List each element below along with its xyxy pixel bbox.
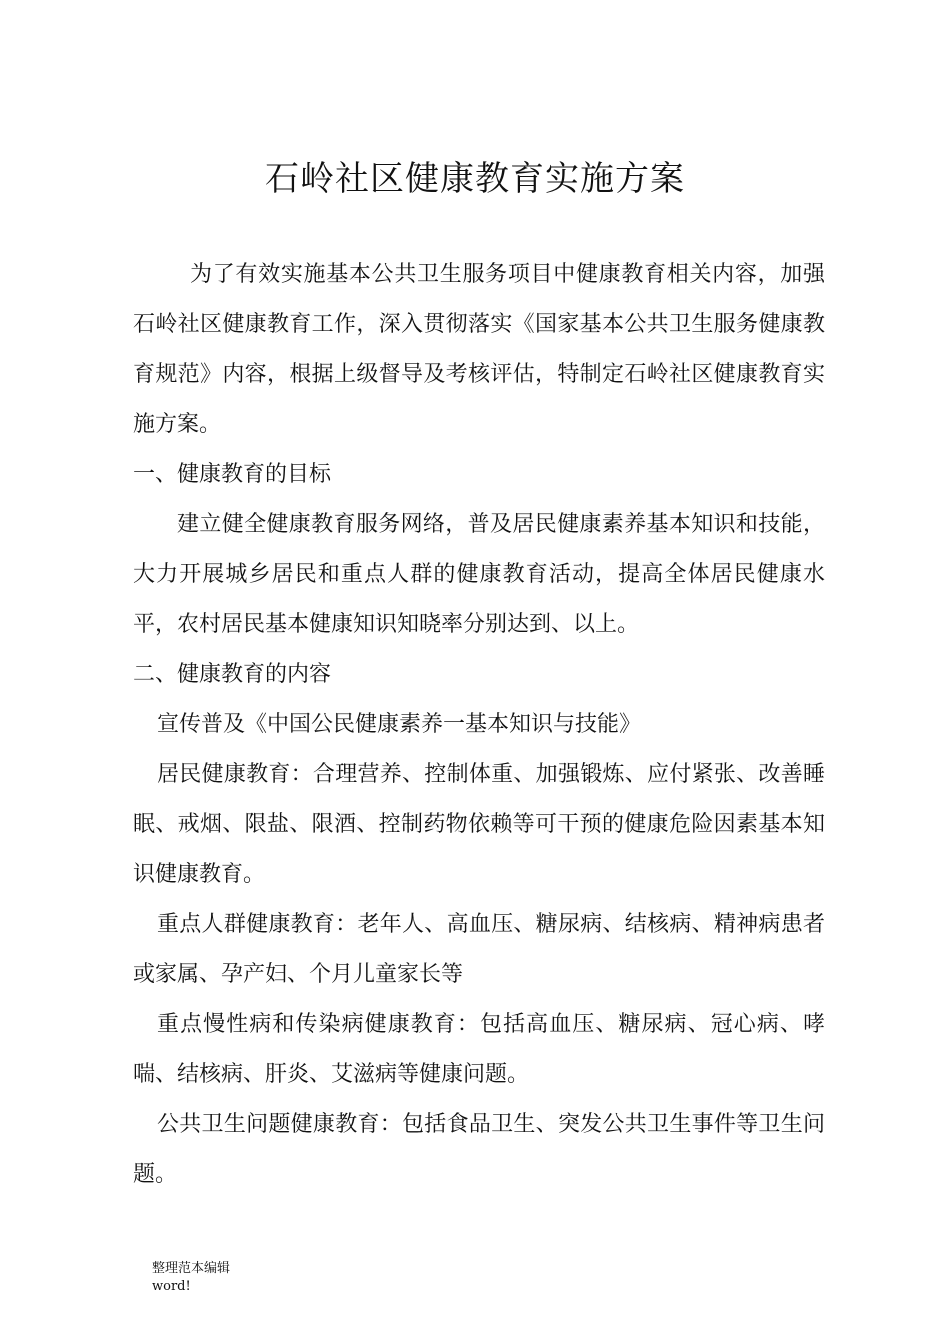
document-title: 石岭社区健康教育实施方案 xyxy=(265,159,685,199)
content-item-public-health: 公共卫生问题健康教育：包括食品卫生、突发公共卫生事件等卫生问题。 xyxy=(133,1112,825,1187)
goals-paragraph: 建立健全健康教育服务网络，普及居民健康素养基本知识和技能，大力开展城乡居民和重点人群的健康教育活动，提高全体居民健康水平，农村居民基本健康知识知晓率分别达到、以上。 xyxy=(133,512,825,637)
content-item-key-groups: 重点人群健康教育：老年人、高血压、糖尿病、结核病、精神病患者或家属、孕产妇、个月儿童家长等 xyxy=(133,912,825,987)
content-item-literacy: 宣传普及《中国公民健康素养一基本知识与技能》 xyxy=(157,712,642,737)
intro-paragraph: 为了有效实施基本公共卫生服务项目中健康教育相关内容，加强石岭社区健康教育工作，深入贯彻落实《国家基本公共卫生服务健康教育规范》内容，根据上级督导及考核评估，特制定石岭社区健康教育实施方案。 xyxy=(133,262,825,437)
content-item-resident-education: 居民健康教育：合理营养、控制体重、加强锻炼、应付紧张、改善睡眠、戒烟、限盐、限酒、控制药物依赖等可干预的健康危险因素基本知识健康教育。 xyxy=(133,762,825,887)
section-heading-goals: 一、健康教育的目标 xyxy=(133,462,332,487)
footer-line-2: word! xyxy=(152,1279,191,1294)
document-body xyxy=(133,250,825,1200)
content-item-chronic-infectious: 重点慢性病和传染病健康教育：包括高血压、糖尿病、冠心病、哮喘、结核病、肝炎、艾滋病等健康问题。 xyxy=(133,1012,825,1087)
footer-line-1: 整理范本编辑 xyxy=(152,1261,231,1276)
page-footer xyxy=(152,1260,230,1296)
section-heading-content: 二、健康教育的内容 xyxy=(133,662,332,687)
